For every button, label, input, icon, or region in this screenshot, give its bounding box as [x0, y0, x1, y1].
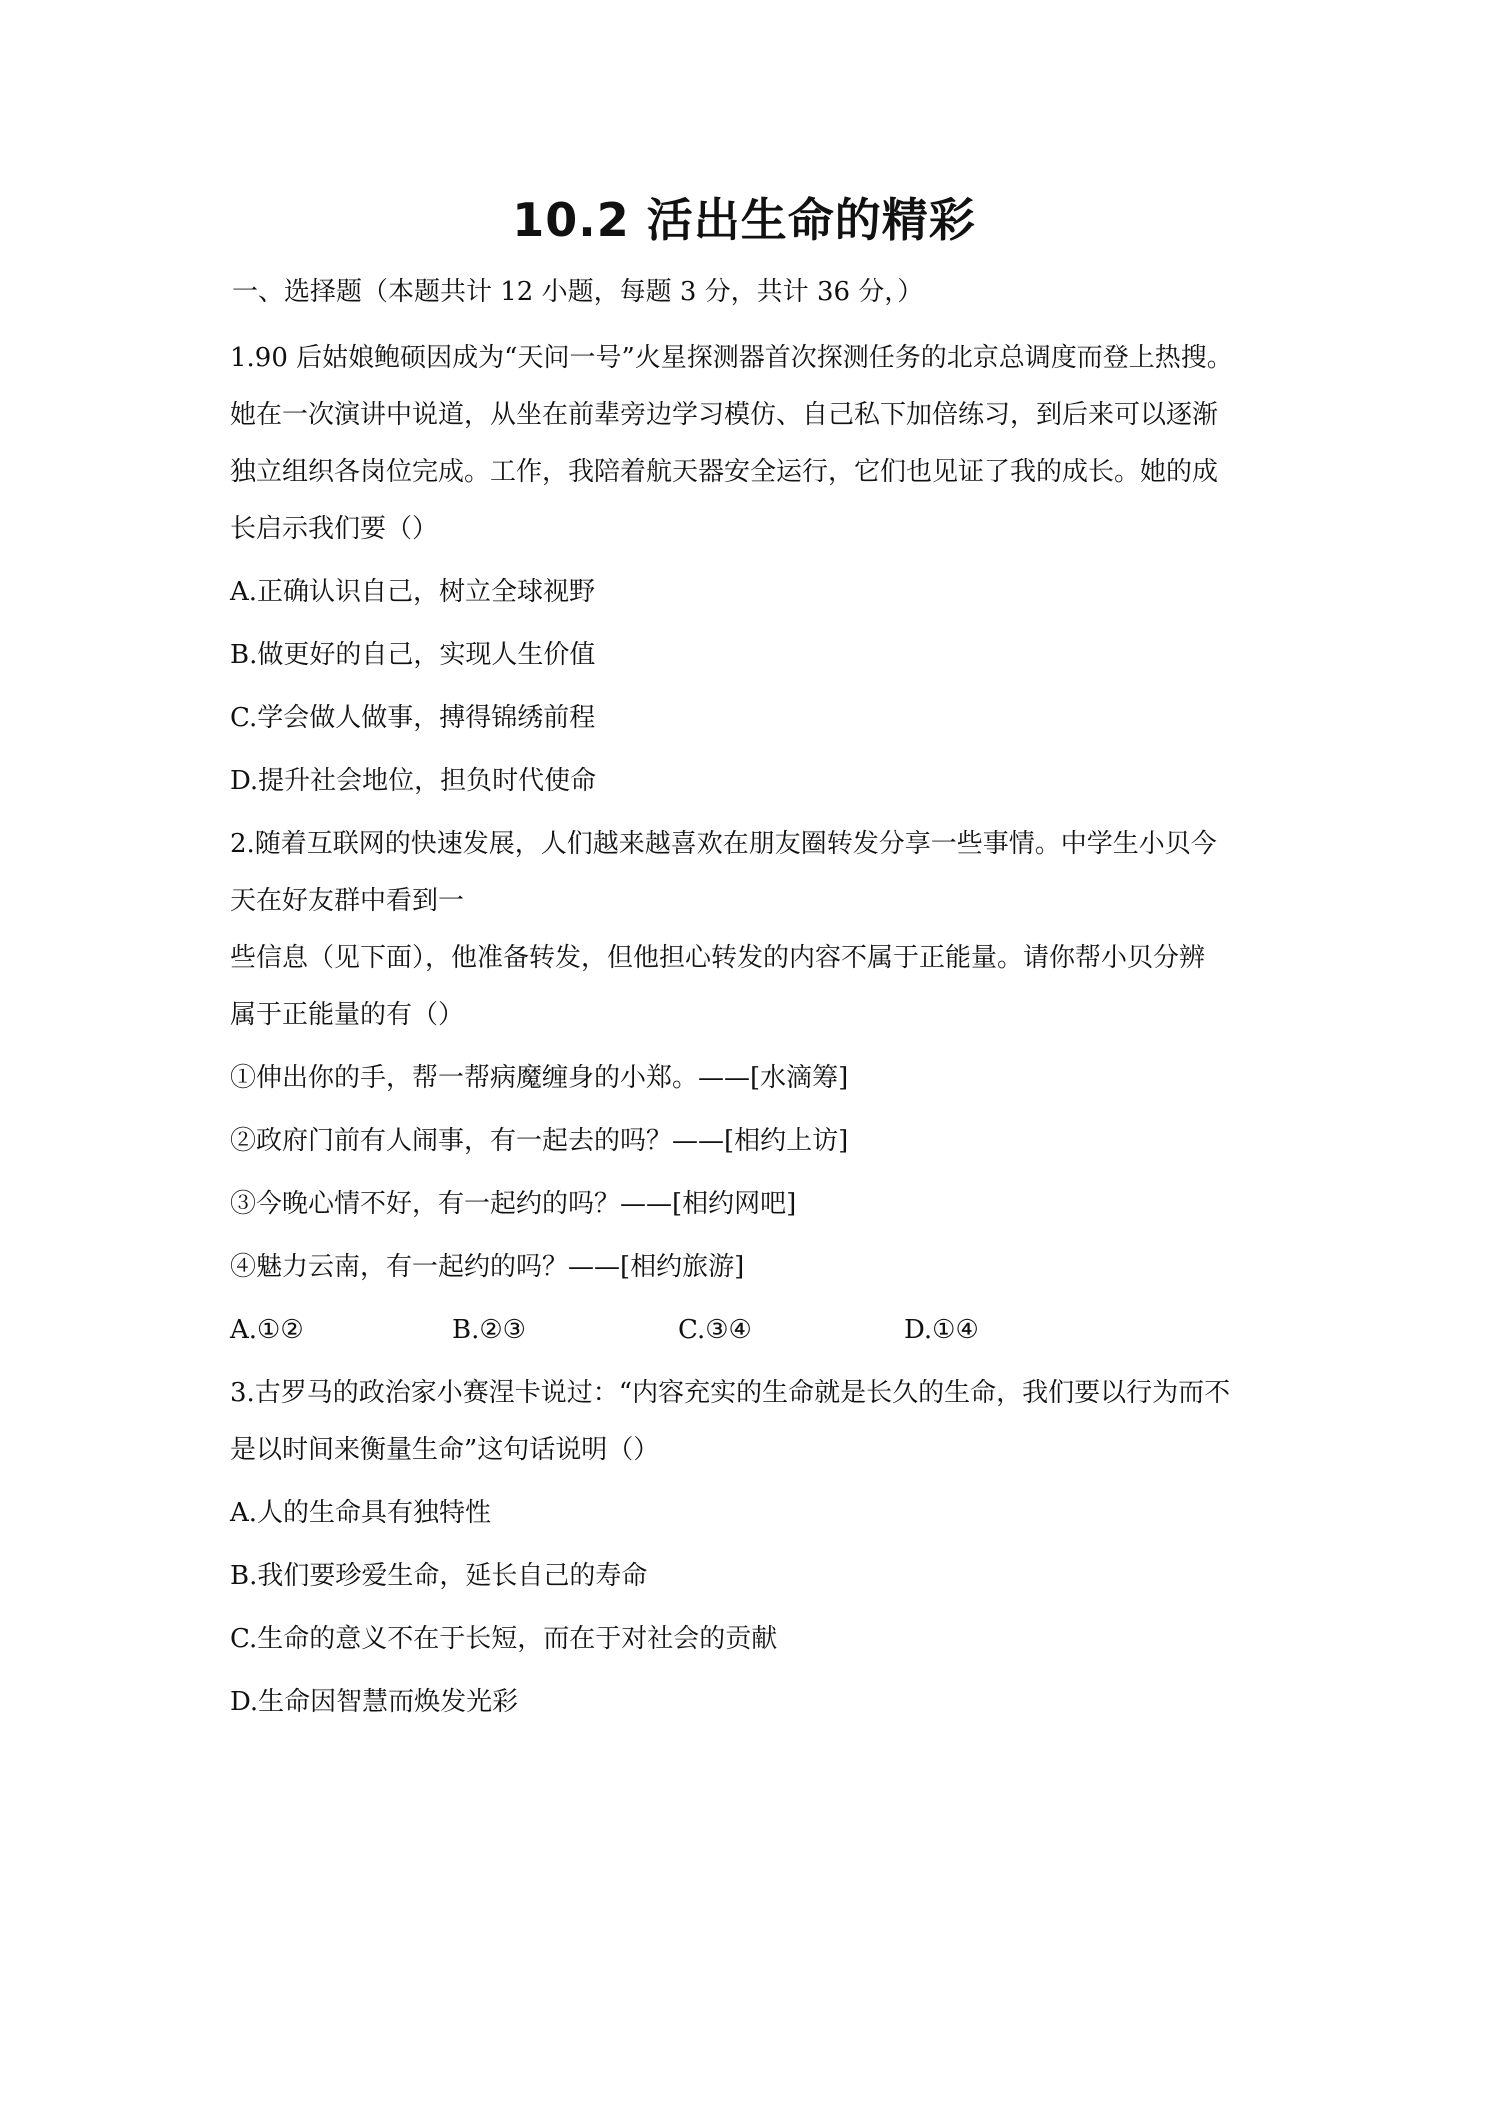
- question-3-option-c: C.生命的意义不在于长短，而在于对社会的贡献: [230, 1624, 778, 1654]
- question-1-text-line: 长启示我们要（）: [230, 514, 439, 544]
- question-1-option-a: A.正确认识自己，树立全球视野: [230, 577, 596, 607]
- question-2-text-line: 天在好友群中看到一: [230, 886, 465, 916]
- question-2-item-4: ④魅力云南，有一起约的吗？——[相约旅游]: [230, 1252, 745, 1282]
- question-3-option-a: A.人的生命具有独特性: [230, 1498, 492, 1528]
- page-title: 10.2 活出生命的精彩: [512, 193, 976, 247]
- question-2-text-line: 些信息（见下面），他准备转发，但他担心转发的内容不属于正能量。请你帮小贝分辨: [230, 943, 1206, 973]
- question-1-text-line: 她在一次演讲中说道，从坐在前辈旁边学习模仿、自己私下加倍练习，到后来可以逐渐: [230, 400, 1219, 430]
- question-2-item-1: ①伸出你的手，帮一帮病魔缠身的小郑。——[水滴筹]: [230, 1063, 849, 1093]
- question-3-option-d: D.生命因智慧而焕发光彩: [230, 1687, 519, 1717]
- question-3-text-line: 是以时间来衡量生命”这句话说明（）: [230, 1435, 660, 1465]
- question-1-text-line: 1.90 后姑娘鲍硕因成为“天问一号”火星探测器首次探测任务的北京总调度而登上热搜。: [230, 343, 1233, 373]
- question-2-options: [230, 1310, 1030, 1350]
- question-1-option-d: D.提升社会地位，担负时代使命: [230, 766, 597, 796]
- section-header: 一、选择题（本题共计 12 小题，每题 3 分，共计 36 分，）: [232, 277, 924, 307]
- question-2-option-c: C.③④: [678, 1315, 752, 1345]
- question-2-text-line: 属于正能量的有（）: [230, 1000, 465, 1030]
- question-2-option-d: D.①④: [904, 1315, 979, 1345]
- question-2-item-3: ③今晚心情不好，有一起约的吗？——[相约网吧]: [230, 1189, 797, 1219]
- question-2-text-line: 2.随着互联网的快速发展，人们越来越喜欢在朋友圈转发分享一些事情。中学生小贝今: [230, 829, 1217, 859]
- question-1-option-b: B.做更好的自己，实现人生价值: [230, 640, 596, 670]
- question-2-item-2: ②政府门前有人闹事，有一起去的吗？——[相约上访]: [230, 1126, 849, 1156]
- question-1-text-line: 独立组织各岗位完成。工作，我陪着航天器安全运行，它们也见证了我的成长。她的成: [230, 457, 1219, 487]
- question-2-option-b: B.②③: [452, 1315, 526, 1345]
- question-1-option-c: C.学会做人做事，搏得锦绣前程: [230, 703, 596, 733]
- question-2-option-a: A.①②: [230, 1315, 304, 1345]
- question-3-text-line: 3.古罗马的政治家小赛涅卡说过：“内容充实的生命就是长久的生命，我们要以行为而不: [230, 1378, 1231, 1408]
- question-3-option-b: B.我们要珍爱生命，延长自己的寿命: [230, 1561, 648, 1591]
